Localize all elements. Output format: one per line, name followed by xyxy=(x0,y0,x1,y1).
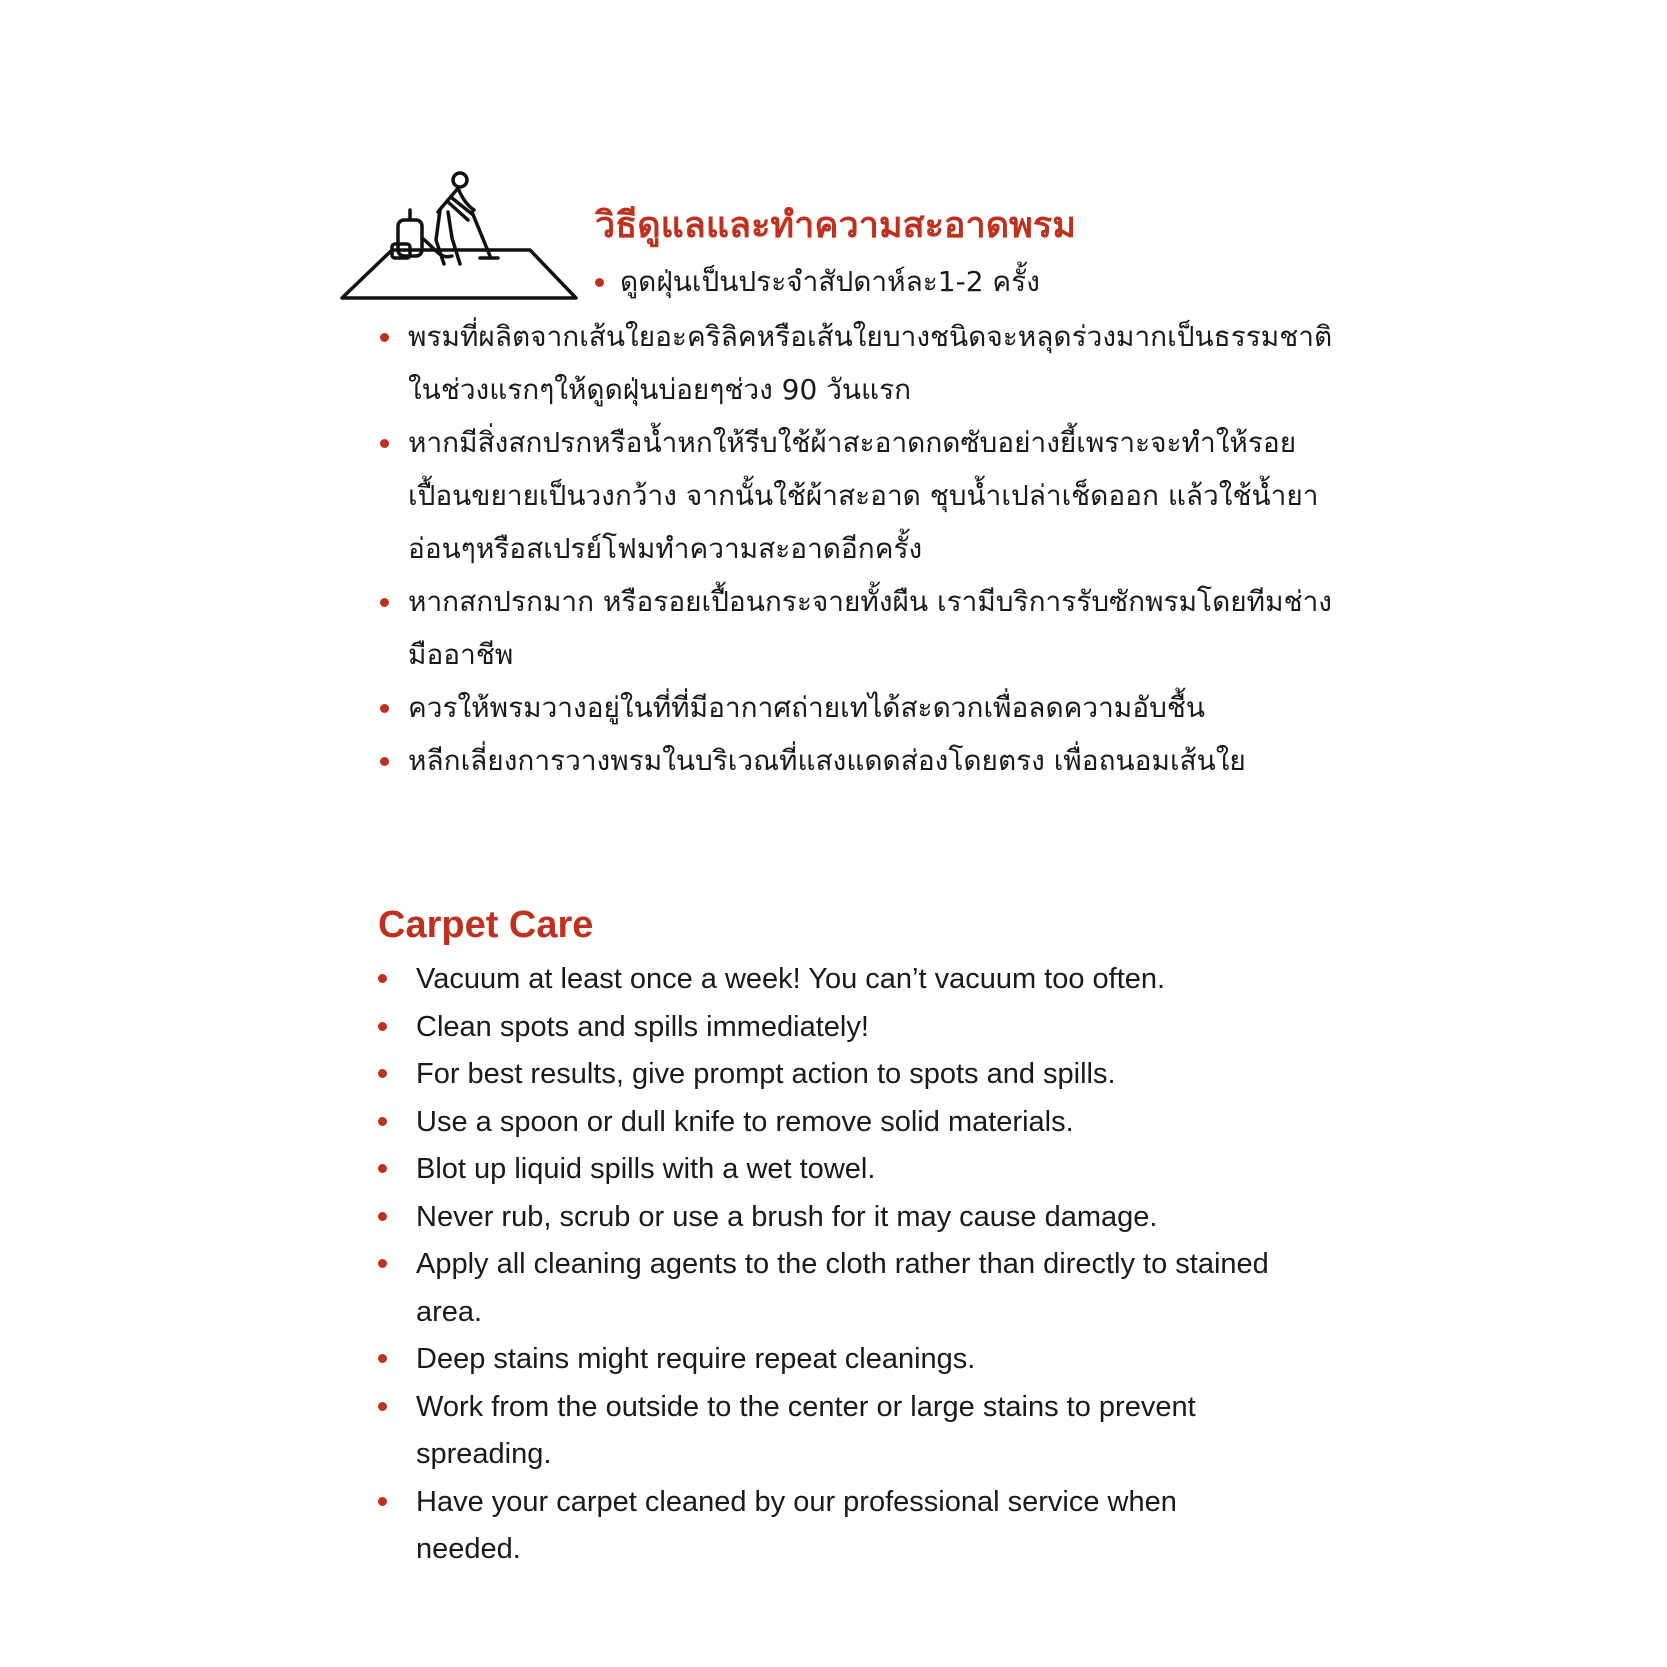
english-title: Carpet Care xyxy=(378,904,594,946)
bullet-icon xyxy=(378,1069,387,1078)
thai-care-list xyxy=(380,310,1350,787)
english-care-section xyxy=(378,902,1278,1574)
list-item-text: Blot up liquid spills with a wet towel. xyxy=(416,1153,876,1185)
thai-first-item xyxy=(595,260,1040,304)
list-item xyxy=(378,1241,1278,1336)
list-item-text: Never rub, scrub or use a brush for it may cause damage. xyxy=(416,1200,1158,1233)
list-item-text: Work from the outside to the center or large stains to prevent spreading. xyxy=(416,1390,1196,1470)
list-item-text: Vacuum at least once a week! You can’t vacuum too often. xyxy=(416,963,1166,995)
list-item xyxy=(378,1099,1278,1147)
bullet-icon xyxy=(380,333,389,342)
list-item-text: พรมที่ผลิตจากเส้นใยอะคริลิคหรือเส้นใยบางชนิดจะหลุดร่วงมากเป็นธรรมชาติในช่วงแรกๆให้ดูดฝุ่นบ่อยๆช่วง 90 วันแรก xyxy=(408,320,1333,406)
person-vacuuming-carpet-icon xyxy=(340,168,580,303)
list-item xyxy=(380,575,1350,681)
thai-title: วิธีดูแลและทำความสะอาดพรม xyxy=(595,205,1076,246)
bullet-icon xyxy=(378,1022,387,1031)
list-item xyxy=(378,1336,1278,1384)
list-item xyxy=(378,1479,1278,1574)
list-item xyxy=(380,416,1350,575)
bullet-icon xyxy=(378,974,387,983)
list-item-text: หลีกเลี่ยงการวางพรมในบริเวณที่แสงแดดส่องโดยตรง เพื่อถนอมเส้นใย xyxy=(408,744,1246,777)
bullet-icon xyxy=(378,1402,387,1411)
bullet-icon xyxy=(378,1354,387,1363)
bullet-icon xyxy=(378,1497,387,1506)
bullet-icon xyxy=(378,1212,387,1221)
list-item xyxy=(378,1004,1278,1052)
list-item xyxy=(380,310,1350,416)
bullet-icon xyxy=(380,704,389,713)
list-item-text: Deep stains might require repeat cleanings. xyxy=(416,1343,976,1375)
bullet-icon xyxy=(378,1259,387,1268)
list-item xyxy=(378,1194,1278,1242)
list-item-text: หากมีสิ่งสกปรกหรือน้ำหกให้รีบใช้ผ้าสะอาดกดซับอย่างยี้เพราะจะทำให้รอยเปื้อนขยายเป็นวงกว้าง จากนั้นใช้ผ้าสะอาด ชุบน้ำเปล่าเช็ดออก แล้วใช้น้ำยาอ่อนๆหรือสเปรย์โฟมทำความสะอาดอีกครั้ง xyxy=(408,426,1319,565)
list-item-text: Use a spoon or dull knife to remove solid materials. xyxy=(416,1105,1074,1138)
list-item xyxy=(378,1384,1278,1479)
list-item-text: หากสกปรกมาก หรือรอยเปื้อนกระจายทั้งผืน เรามีบริการรับซักพรมโดยทีมช่างมืออาชีพ xyxy=(408,585,1332,671)
list-item xyxy=(380,734,1350,787)
list-item xyxy=(380,681,1350,734)
thai-first-item-text: ดูดฝุ่นเป็นประจำสัปดาห์ละ1-2 ครั้ง xyxy=(620,265,1040,298)
bullet-icon xyxy=(595,278,604,287)
bullet-icon xyxy=(378,1164,387,1173)
list-item xyxy=(378,956,1278,1004)
list-item-text: Apply all cleaning agents to the cloth rather than directly to stained area. xyxy=(416,1248,1269,1328)
list-item-text: ควรให้พรมวางอยู่ในที่ที่มีอากาศถ่ายเทได้สะดวกเพื่อลดความอับชื้น xyxy=(408,691,1206,724)
bullet-icon xyxy=(380,598,389,607)
list-item xyxy=(378,1146,1278,1194)
list-item-text: Clean spots and spills immediately! xyxy=(416,1010,869,1043)
bullet-icon xyxy=(380,439,389,448)
list-item xyxy=(378,1051,1278,1099)
bullet-icon xyxy=(380,757,389,766)
list-item-text: For best results, give prompt action to spots and spills. xyxy=(416,1058,1116,1090)
english-care-list xyxy=(378,956,1278,1574)
list-item-text: Have your carpet cleaned by our professional service when needed. xyxy=(416,1485,1177,1565)
bullet-icon xyxy=(378,1117,387,1126)
